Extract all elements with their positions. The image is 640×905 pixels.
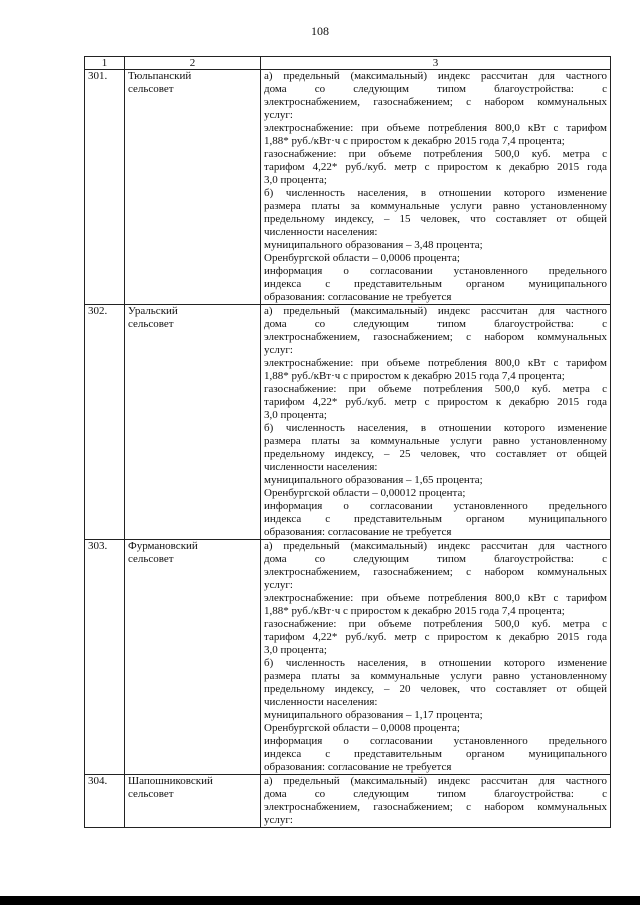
description-line: а) предельный (максимальный) индекс рассчитан для частного (264, 305, 607, 317)
description-line: 1,88* руб./кВт·ч с приростом к декабрю 2015 года 7,4 процента; (264, 135, 565, 147)
municipality-name-line: Тюльпанский (128, 70, 192, 82)
description-line: электроснабжение: при объеме потребления 800,0 кВт с тарифом (264, 357, 607, 369)
tariff-index-table (84, 56, 611, 828)
description-line: муниципального образования – 3,48 процента; (264, 239, 483, 251)
row-number: 304. (85, 775, 125, 828)
description-line: а) предельный (максимальный) индекс рассчитан для частного (264, 70, 607, 82)
description-line: тарифом 4,22* руб./куб. метр с приростом к декабрю 2015 года (264, 631, 607, 643)
column-header-2: 2 (125, 57, 261, 70)
description-line: электроснабжение: при объеме потребления 800,0 кВт с тарифом (264, 592, 607, 604)
municipality-name (125, 540, 261, 775)
table-row (85, 305, 611, 540)
description-line: дома со следующим типом благоустройства: с (264, 788, 607, 800)
municipality-name-line: Фурмановский (128, 540, 198, 552)
column-header-3: 3 (261, 57, 611, 70)
description-line: газоснабжение: при объеме потребления 500,0 куб. метра с (264, 148, 607, 160)
description-line: информация о согласовании установленного предельного (264, 500, 607, 512)
description-line: электроснабжением, газоснабжением; с набором коммунальных (264, 801, 607, 813)
scan-bottom-edge (0, 896, 640, 905)
index-description (261, 540, 611, 775)
column-header-1: 1 (85, 57, 125, 70)
description-line: услуг: (264, 579, 293, 591)
description-line: Оренбургской области – 0,0006 процента; (264, 252, 460, 264)
description-line: б) численность населения, в отношении которого изменение (264, 422, 607, 434)
description-line: дома со следующим типом благоустройства: с (264, 318, 607, 330)
description-line: муниципального образования – 1,17 процента; (264, 709, 483, 721)
index-description (261, 70, 611, 305)
description-line: размера платы за коммунальные услуги равно установленному (264, 200, 607, 212)
description-line: 3,0 процента; (264, 409, 327, 421)
description-line: численности населения: (264, 226, 378, 238)
municipality-name-line: сельсовет (128, 788, 174, 800)
municipality-name-line: Уральский (128, 305, 178, 317)
description-line: Оренбургской области – 0,0008 процента; (264, 722, 460, 734)
description-line: тарифом 4,22* руб./куб. метр с приростом к декабрю 2015 года (264, 161, 607, 173)
description-line: 3,0 процента; (264, 644, 327, 656)
description-line: предельному индексу, – 25 человек, что составляет от общей (264, 448, 607, 460)
description-line: дома со следующим типом благоустройства: с (264, 83, 607, 95)
description-line: образования: согласование не требуется (264, 291, 452, 303)
index-description (261, 775, 611, 828)
description-line: численности населения: (264, 461, 378, 473)
description-line: информация о согласовании установленного предельного (264, 265, 607, 277)
description-line: информация о согласовании установленного предельного (264, 735, 607, 747)
table-row (85, 540, 611, 775)
description-line: предельному индексу, – 15 человек, что составляет от общей (264, 213, 607, 225)
page-number: 108 (311, 24, 329, 38)
description-line: электроснабжением, газоснабжением; с набором коммунальных (264, 331, 607, 343)
description-line: б) численность населения, в отношении которого изменение (264, 187, 607, 199)
description-line: численности населения: (264, 696, 378, 708)
description-line: муниципального образования – 1,65 процента; (264, 474, 483, 486)
description-line: 3,0 процента; (264, 174, 327, 186)
row-number: 302. (85, 305, 125, 540)
description-line: индекса с представительным органом муниципального (264, 513, 607, 525)
description-line: 1,88* руб./кВт·ч с приростом к декабрю 2015 года 7,4 процента; (264, 370, 565, 382)
description-line: услуг: (264, 109, 293, 121)
description-line: образования: согласование не требуется (264, 526, 452, 538)
table-row (85, 775, 611, 828)
row-number: 303. (85, 540, 125, 775)
description-line: 1,88* руб./кВт·ч с приростом к декабрю 2015 года 7,4 процента; (264, 605, 565, 617)
table-row (85, 70, 611, 305)
description-line: электроснабжением, газоснабжением; с набором коммунальных (264, 566, 607, 578)
description-line: индекса с представительным органом муниципального (264, 748, 607, 760)
description-line: Оренбургской области – 0,00012 процента; (264, 487, 466, 499)
municipality-name (125, 305, 261, 540)
description-line: электроснабжение: при объеме потребления 800,0 кВт с тарифом (264, 122, 607, 134)
description-line: б) численность населения, в отношении которого изменение (264, 657, 607, 669)
municipality-name-line: сельсовет (128, 83, 174, 95)
row-number: 301. (85, 70, 125, 305)
description-line: индекса с представительным органом муниципального (264, 278, 607, 290)
description-line: а) предельный (максимальный) индекс рассчитан для частного (264, 540, 607, 552)
description-line: размера платы за коммунальные услуги равно установленному (264, 435, 607, 447)
description-line: размера платы за коммунальные услуги равно установленному (264, 670, 607, 682)
description-line: услуг: (264, 344, 293, 356)
municipality-name (125, 70, 261, 305)
description-line: электроснабжением, газоснабжением; с набором коммунальных (264, 96, 607, 108)
description-line: образования: согласование не требуется (264, 761, 452, 773)
description-line: тарифом 4,22* руб./куб. метр с приростом к декабрю 2015 года (264, 396, 607, 408)
description-line: дома со следующим типом благоустройства: с (264, 553, 607, 565)
municipality-name-line: сельсовет (128, 318, 174, 330)
description-line: услуг: (264, 814, 293, 826)
description-line: газоснабжение: при объеме потребления 500,0 куб. метра с (264, 618, 607, 630)
index-description (261, 305, 611, 540)
table-header-row (85, 57, 611, 70)
municipality-name (125, 775, 261, 828)
municipality-name-line: Шапошниковский (128, 775, 213, 787)
municipality-name-line: сельсовет (128, 553, 174, 565)
description-line: а) предельный (максимальный) индекс рассчитан для частного (264, 775, 607, 787)
description-line: предельному индексу, – 20 человек, что составляет от общей (264, 683, 607, 695)
description-line: газоснабжение: при объеме потребления 500,0 куб. метра с (264, 383, 607, 395)
